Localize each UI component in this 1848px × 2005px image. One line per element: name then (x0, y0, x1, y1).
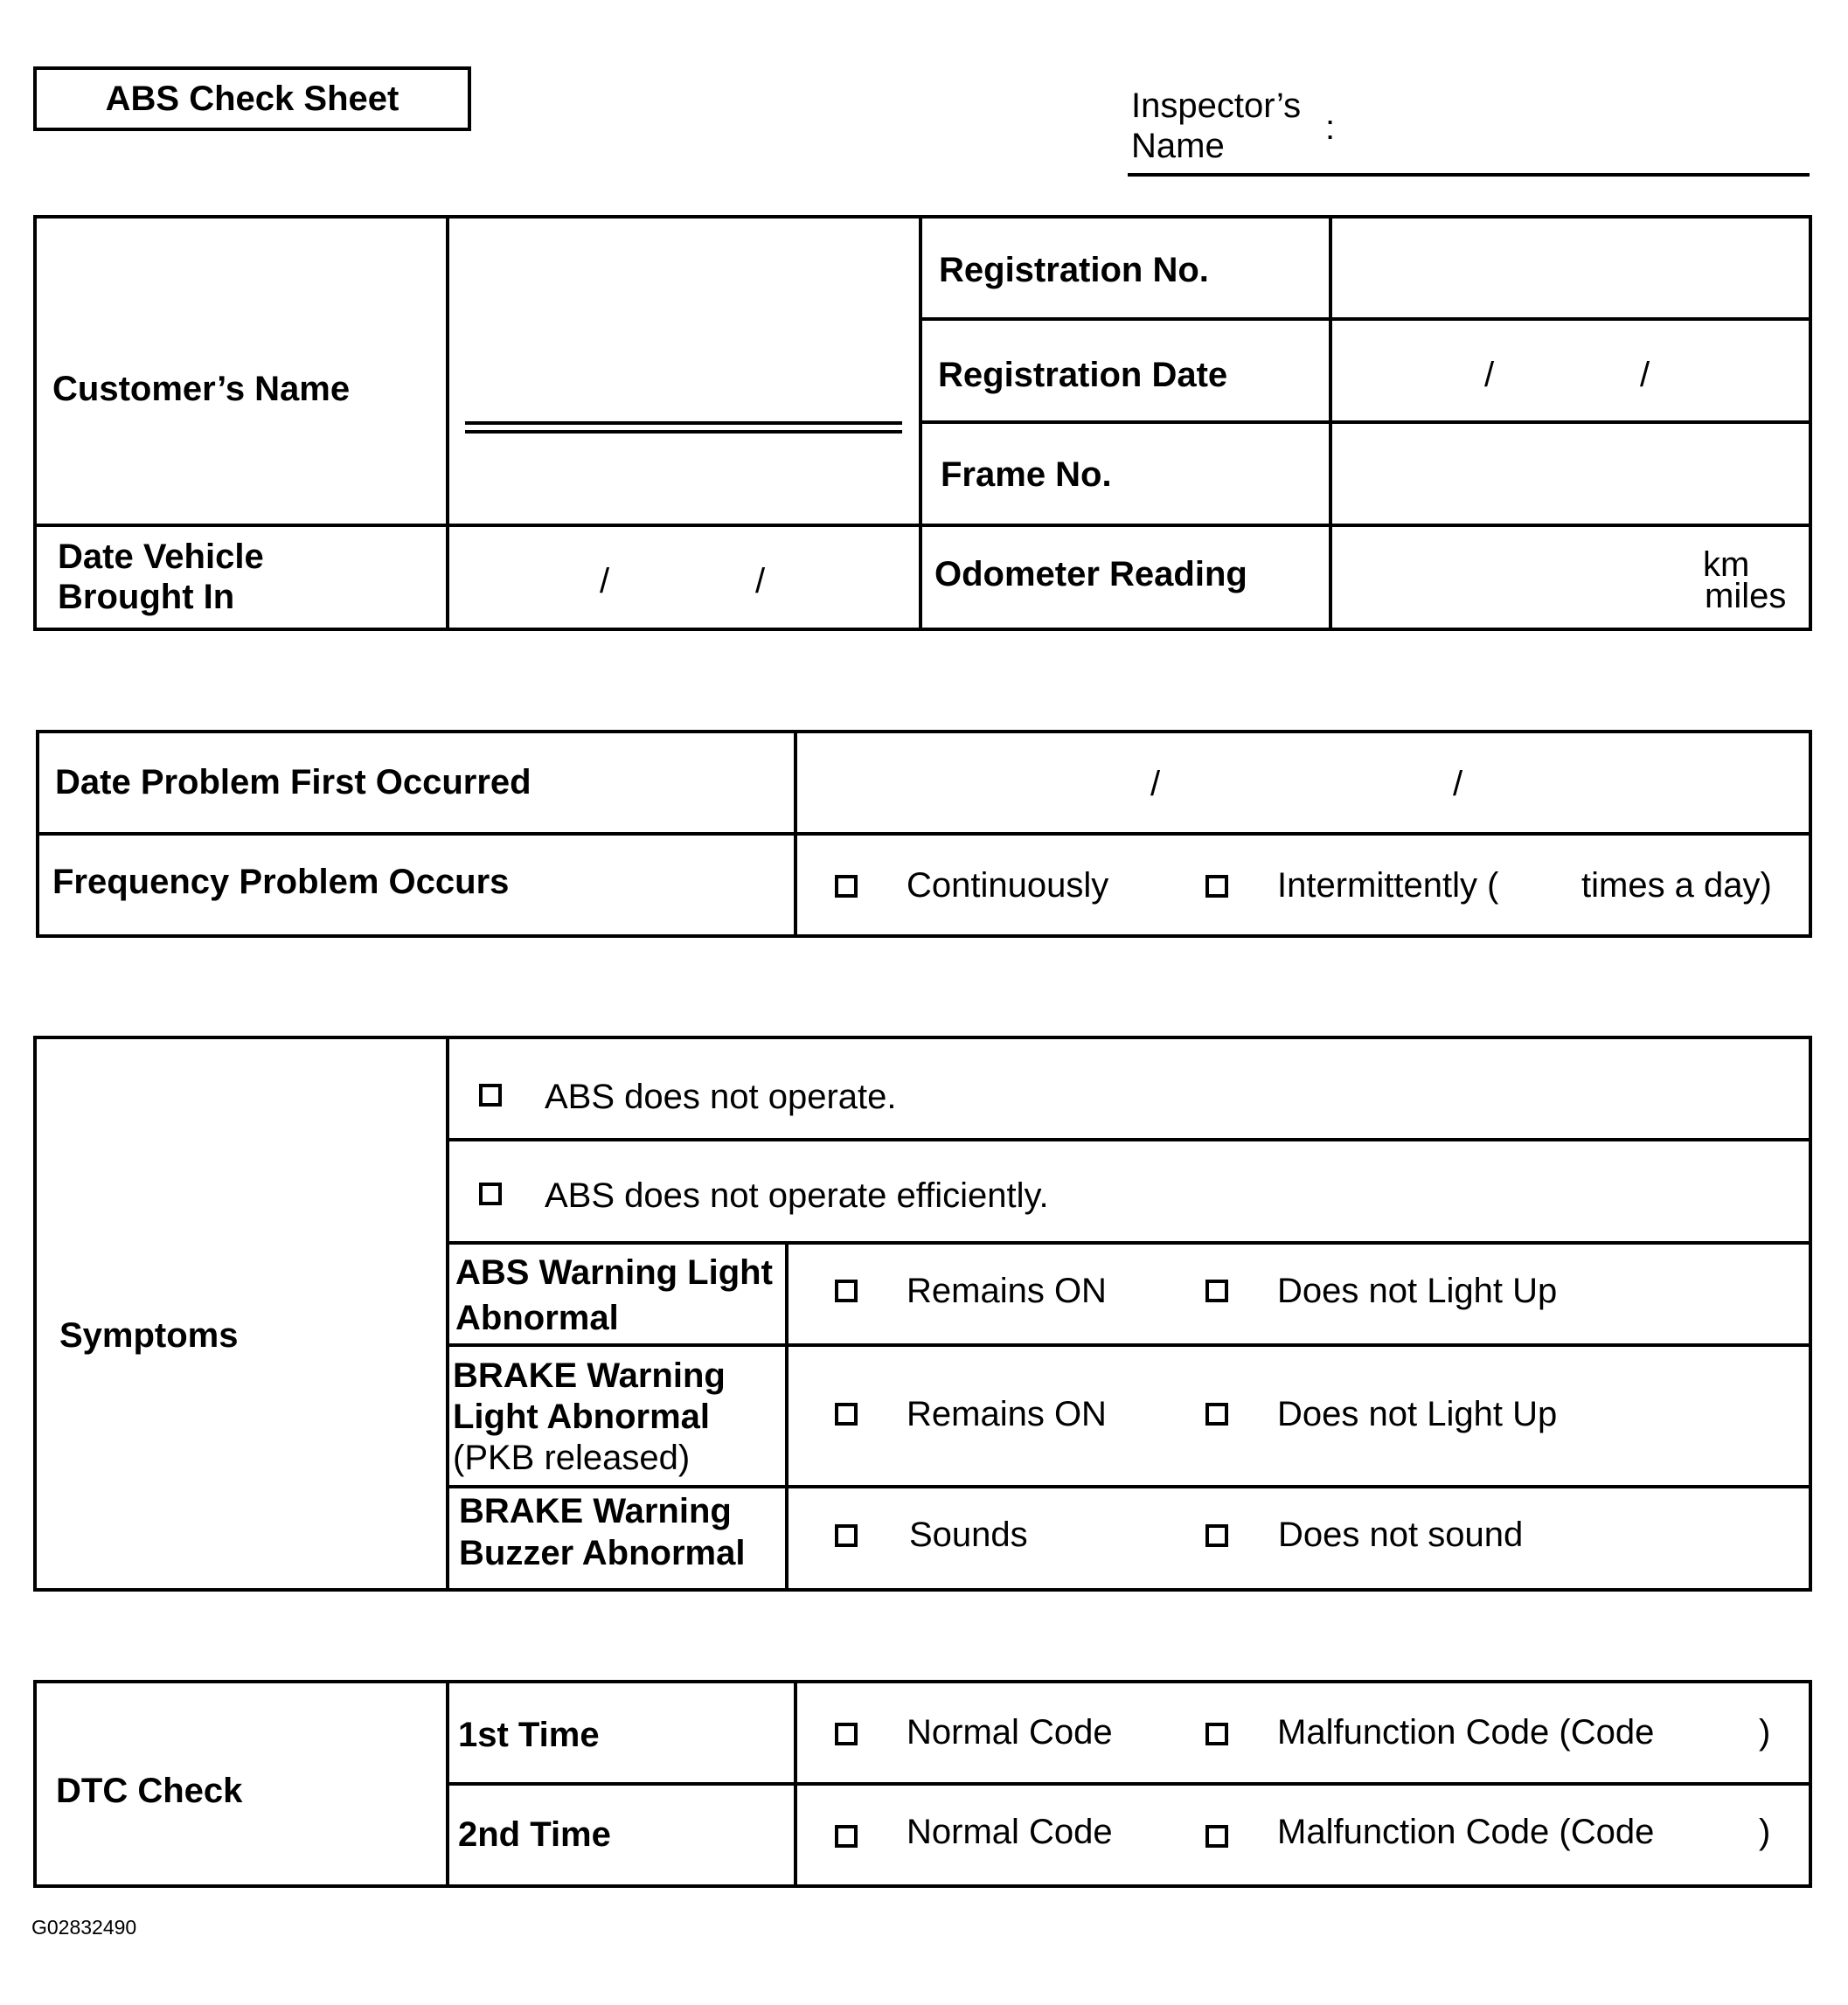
divider (33, 524, 1812, 527)
abs-light-not-light-up-checkbox[interactable] (1205, 1280, 1228, 1302)
odometer-label: Odometer Reading (934, 555, 1247, 593)
brake-warning-buzzer-label: BRAKE Warning Buzzer Abnormal (459, 1492, 746, 1572)
divider (446, 1036, 449, 1592)
brake-light-remains-on-label: Remains ON (907, 1395, 1107, 1433)
second-normal-code-checkbox[interactable] (835, 1825, 858, 1848)
first-normal-code-checkbox[interactable] (835, 1723, 858, 1745)
brake-light-not-light-up-checkbox[interactable] (1205, 1403, 1228, 1426)
divider (36, 832, 1812, 836)
divider (446, 1138, 1812, 1141)
second-malfunction-code-label: Malfunction Code (Code (1277, 1813, 1655, 1851)
date-brought-in-label: Date Vehicle Brought In (58, 538, 264, 616)
date-separator: / (1150, 765, 1161, 803)
brake-light-not-light-up-label: Does not Light Up (1277, 1395, 1558, 1433)
times-a-day-label: times a day) (1581, 866, 1772, 905)
divider (446, 1343, 1812, 1347)
second-malfunction-code-checkbox[interactable] (1205, 1825, 1228, 1848)
date-separator: / (1453, 765, 1463, 803)
second-normal-code-label: Normal Code (907, 1813, 1113, 1851)
divider (446, 1782, 1812, 1786)
intermittently-label: Intermittently ( (1277, 866, 1499, 905)
close-paren: ) (1759, 1813, 1771, 1851)
abs-light-remains-on-label: Remains ON (907, 1272, 1107, 1310)
frequency-label: Frequency Problem Occurs (52, 863, 510, 901)
inspector-name-label: Inspector’s Name (1131, 87, 1302, 165)
abs-warning-light-label: ABS Warning Light Abnormal (455, 1253, 773, 1337)
second-time-label: 2nd Time (458, 1815, 611, 1854)
first-malfunction-code-label: Malfunction Code (Code (1277, 1713, 1655, 1752)
symptoms-label: Symptoms (59, 1316, 239, 1355)
inspector-name-field[interactable] (1128, 173, 1810, 177)
abs-not-efficient-label: ABS does not operate efficiently. (545, 1176, 1049, 1215)
divider (446, 1485, 1812, 1488)
abs-not-operate-checbox[interactable] (479, 1084, 502, 1107)
intermittently-checkbox[interactable] (1205, 875, 1228, 898)
km-unit: km (1703, 545, 1750, 584)
dtc-check-label: DTC Check (56, 1772, 243, 1810)
first-malfunction-code-checkbox[interactable] (1205, 1723, 1228, 1745)
divider (785, 1241, 789, 1592)
first-normal-code-label: Normal Code (907, 1713, 1113, 1752)
divider (919, 317, 1812, 321)
brake-warning-light-label: BRAKE Warning Light Abnormal (PKB released) (453, 1356, 726, 1477)
sheet-title: ABS Check Sheet (33, 66, 471, 131)
registration-date-label: Registration Date (938, 356, 1228, 394)
abs-light-remains-on-checkbox[interactable] (835, 1280, 858, 1302)
buzzer-not-sound-checkbox[interactable] (1205, 1524, 1228, 1547)
frame-no-label: Frame No. (941, 455, 1112, 494)
first-time-label: 1st Time (458, 1716, 600, 1754)
continuously-label: Continuously (907, 866, 1109, 905)
abs-not-operate-label: ABS does not operate. (545, 1078, 897, 1116)
close-paren: ) (1759, 1713, 1771, 1752)
figure-id: G02832490 (31, 1916, 137, 1939)
registration-no-label: Registration No. (939, 251, 1209, 289)
abs-light-not-light-up-label: Does not Light Up (1277, 1272, 1558, 1310)
buzzer-not-sound-label: Does not sound (1278, 1516, 1524, 1554)
abs-not-efficient-checkbox[interactable] (479, 1183, 502, 1205)
symptoms-table (33, 1036, 1812, 1592)
inspector-colon: : (1325, 108, 1336, 147)
buzzer-sounds-checkbox[interactable] (835, 1524, 858, 1547)
miles-unit: miles (1705, 577, 1787, 615)
continuously-checkbox[interactable] (835, 875, 858, 898)
customer-name-field[interactable] (449, 219, 919, 524)
date-separator: / (600, 562, 610, 600)
date-first-occurred-label: Date Problem First Occurred (55, 763, 531, 801)
divider (446, 1241, 1812, 1245)
date-separator: / (1640, 356, 1650, 394)
divider (919, 420, 1812, 424)
date-separator: / (755, 562, 766, 600)
brake-light-remains-on-checkbox[interactable] (835, 1403, 858, 1426)
date-separator: / (1484, 356, 1495, 394)
buzzer-sounds-label: Sounds (909, 1516, 1028, 1554)
customer-name-label: Customer’s Name (52, 370, 351, 408)
